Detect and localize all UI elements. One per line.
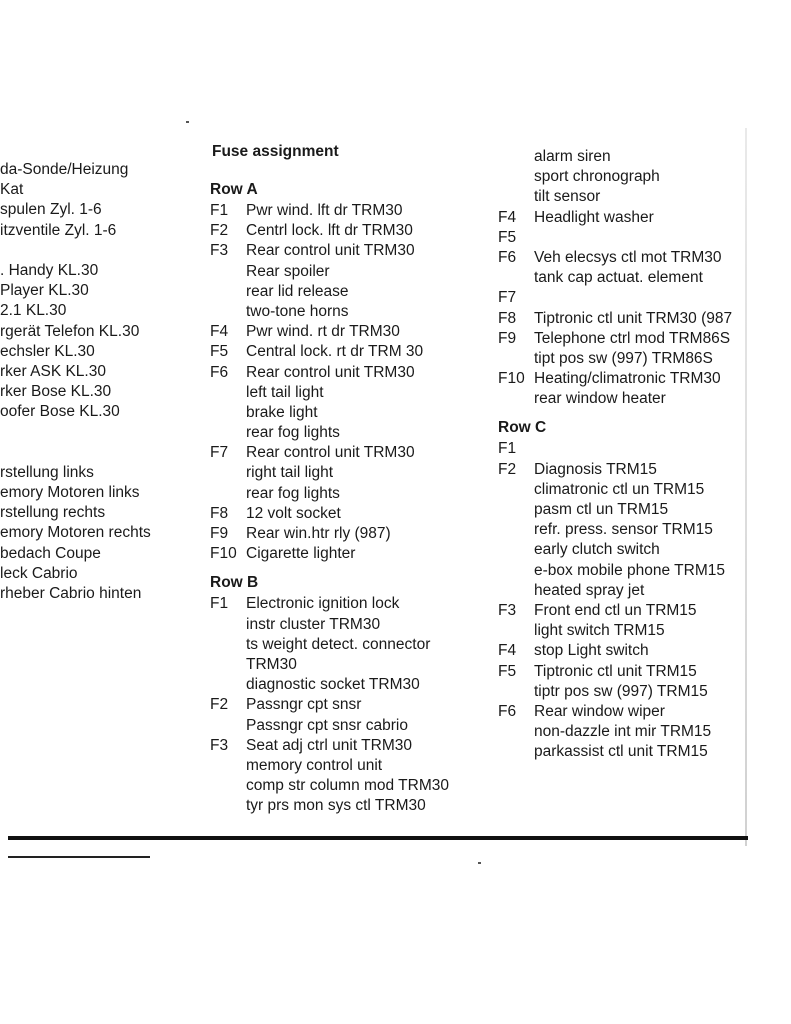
fuse-code: F7 (210, 444, 229, 462)
fuse-code: F4 (498, 208, 517, 226)
fuse-description: brake light (246, 403, 318, 421)
fuse-entry-line (498, 540, 732, 560)
fragment-line: spulen Zyl. 1-6 (0, 201, 102, 219)
fuse-entry-line (498, 460, 732, 480)
fuse-entry-line (210, 282, 449, 302)
fragment-line: emory Motoren links (0, 484, 140, 501)
fuse-code: F2 (210, 222, 229, 240)
fuse-description: Pwr wind. lft dr TRM30 (246, 202, 403, 219)
fuse-description: rear fog lights (246, 484, 340, 502)
fuse-description: Rear control unit TRM30 (246, 444, 415, 462)
fragment-line: rker ASK KL.30 (0, 362, 106, 380)
scan-speck (186, 121, 189, 123)
fuse-code: F2 (498, 460, 517, 478)
left-page-fragments (0, 160, 180, 604)
fuse-description: Diagnosis TRM15 (534, 460, 657, 478)
fuse-entry-line (210, 756, 449, 776)
fragment-line: rker Bose KL.30 (0, 383, 112, 401)
fuse-entry-line (498, 288, 732, 308)
fuse-entry-line (498, 581, 732, 601)
fuse-description: tipt pos sw (997) TRM86S (534, 349, 713, 367)
fuse-entry-line (498, 228, 732, 248)
row-c-entries (498, 439, 732, 762)
fuse-entry-line (498, 500, 732, 520)
fuse-description: light switch TRM15 (534, 622, 665, 640)
fuse-description: Telephone ctrl mod TRM86S (534, 329, 731, 347)
fuse-entry-line (498, 621, 732, 641)
fuse-entry-line (498, 349, 732, 369)
fuse-description: early clutch switch (534, 541, 660, 559)
row-b-continued-lines (498, 147, 732, 208)
fuse-code: F6 (210, 363, 229, 381)
fragment-line: rgerät Telefon KL.30 (0, 322, 140, 340)
fragment-line: 2.1 KL.30 (0, 302, 67, 320)
fragment-line: da-Sonde/Heizung (0, 161, 129, 178)
fuse-code: F3 (210, 736, 229, 754)
fuse-code: F1 (498, 440, 517, 458)
fuse-code: F4 (210, 323, 229, 341)
row-a-heading: Row A (210, 181, 258, 198)
fuse-description: 12 volt socket (246, 504, 341, 522)
fuse-description: Pwr wind. rt dr TRM30 (246, 323, 400, 341)
page-bottom-rule-lower (8, 856, 150, 858)
row-b-entries (210, 594, 449, 816)
fuse-entry-line (498, 682, 732, 702)
fuse-code: F5 (498, 662, 517, 680)
fuse-entry-line (498, 641, 732, 661)
fuse-entry-line (210, 635, 449, 655)
fuse-description: TRM30 (246, 655, 297, 673)
fragment-line: rstellung links (0, 463, 94, 481)
fuse-description: comp str column mod TRM30 (246, 777, 449, 795)
fuse-code: F10 (498, 370, 525, 388)
fuse-description: Cigarette lighter (246, 545, 356, 563)
fuse-description: ts weight detect. connector (246, 635, 431, 653)
fuse-description: Electronic ignition lock (246, 595, 400, 613)
fuse-description: Veh elecsys ctl mot TRM30 (534, 248, 722, 266)
fuse-description: Centrl lock. lft dr TRM30 (246, 222, 413, 240)
fuse-entry-line (498, 561, 732, 581)
page-edge (745, 128, 747, 846)
entry-line: alarm siren (534, 148, 611, 165)
fuse-code: F2 (210, 696, 229, 714)
fragment-line: bedach Coupe (0, 544, 101, 562)
fuse-description: Tiptronic ctl unit TRM30 (987 (534, 309, 733, 327)
fuse-entry-line (498, 662, 732, 682)
fuse-entry-line (210, 615, 449, 635)
fuse-description: Heating/climatronic TRM30 (534, 370, 721, 388)
fuse-entry-line (210, 796, 449, 816)
fuse-description: Rear spoiler (246, 262, 330, 280)
fuse-code: F5 (498, 228, 517, 246)
fuse-entry-line (210, 201, 449, 221)
fuse-entry-line (210, 302, 449, 322)
fragment-line: Player KL.30 (0, 282, 89, 300)
fuse-entry-line (210, 221, 449, 241)
fuse-description: instr cluster TRM30 (246, 615, 381, 633)
fuse-description: diagnostic socket TRM30 (246, 676, 420, 694)
fuse-description: tank cap actuat. element (534, 269, 703, 287)
scan-speck (478, 862, 481, 864)
fuse-entry-line (210, 484, 449, 504)
fuse-entry-line (210, 443, 449, 463)
page-bottom-rule (8, 836, 748, 840)
fragment-line: rstellung rechts (0, 504, 106, 522)
fuse-entry-line (210, 423, 449, 443)
row-b-heading: Row B (210, 574, 259, 592)
fuse-description: rear lid release (246, 282, 349, 300)
fuse-entry-line (210, 342, 449, 362)
fragment-line: echsler KL.30 (0, 342, 95, 360)
fuse-entry-line (210, 403, 449, 423)
fuse-code: F1 (210, 202, 229, 219)
fuse-description: Rear win.htr rly (987) (246, 525, 391, 542)
fuse-entry-line (498, 520, 732, 540)
fuse-entry-line (498, 248, 732, 268)
fuse-description: right tail light (246, 464, 334, 482)
fuse-entry-line (498, 208, 732, 228)
fuse-entry-line (498, 601, 732, 621)
fuse-description: Central lock. rt dr TRM 30 (246, 343, 424, 361)
fuse-entry-line (210, 241, 449, 261)
fuse-code: F1 (210, 595, 229, 613)
fuse-description: two-tone horns (246, 302, 349, 320)
fuse-description: parkassist ctl unit TRM15 (534, 743, 708, 761)
fuse-entry-line (498, 722, 732, 742)
fuse-description: Passngr cpt snsr cabrio (246, 716, 408, 734)
fuse-description: memory control unit (246, 756, 383, 774)
fuse-description: Tiptronic ctl unit TRM15 (534, 662, 697, 680)
fragment-line: . Handy KL.30 (0, 261, 99, 279)
fuse-entry-line (498, 268, 732, 288)
fuse-code: F8 (210, 504, 229, 522)
fragment-line: oofer Bose KL.30 (0, 403, 120, 421)
fuse-entry-line (498, 329, 732, 349)
fuse-description: Front end ctl un TRM15 (534, 601, 697, 619)
fuse-description: pasm ctl un TRM15 (534, 501, 669, 518)
fuse-code: F4 (498, 642, 517, 660)
fuse-entry-line (498, 439, 732, 459)
fuse-description: Headlight washer (534, 208, 654, 226)
right-column (498, 147, 732, 762)
entry-line: sport chronograph (534, 168, 660, 186)
row-c-heading: Row C (498, 419, 547, 437)
fuse-code: F9 (498, 329, 517, 347)
fuse-code: F6 (498, 702, 517, 720)
fuse-description: rear fog lights (246, 424, 340, 442)
fuse-description: tiptr pos sw (997) TRM15 (534, 682, 708, 700)
fuse-entry-line (498, 369, 732, 389)
fuse-entry-line (210, 383, 449, 403)
fuse-code: F8 (498, 309, 517, 327)
fuse-description: left tail light (246, 383, 324, 401)
fuse-description: stop Light switch (534, 642, 649, 660)
fuse-description: Seat adj ctrl unit TRM30 (246, 736, 412, 754)
fragment-line: rheber Cabrio hinten (0, 584, 142, 602)
fuse-entry-line (498, 742, 732, 762)
fuse-entry-line (210, 695, 449, 715)
fuse-code: F6 (498, 248, 517, 266)
fuse-description: e-box mobile phone TRM15 (534, 561, 725, 579)
middle-column (210, 179, 449, 816)
row-a-entries (210, 201, 449, 564)
fuse-description: climatronic ctl un TRM15 (534, 480, 705, 498)
fuse-entry-line (498, 309, 732, 329)
fragment-line: emory Motoren rechts (0, 524, 151, 542)
fuse-entry-line (210, 776, 449, 796)
fuse-entry-line (210, 675, 449, 695)
fuse-description: Passngr cpt snsr (246, 696, 362, 714)
fuse-entry-line (210, 463, 449, 483)
fuse-code: F10 (210, 545, 237, 563)
fragment-line: itzventile Zyl. 1-6 (0, 221, 117, 239)
entry-line: tilt sensor (534, 188, 601, 206)
fuse-entry-line (210, 262, 449, 282)
fuse-description: heated spray jet (534, 581, 645, 599)
fuse-code: F5 (210, 343, 229, 361)
fuse-entry-line (498, 480, 732, 500)
fuse-entry-line (210, 322, 449, 342)
fuse-entry-line (498, 389, 732, 409)
fuse-description: Rear control unit TRM30 (246, 242, 415, 260)
fragment-line: Kat (0, 181, 24, 199)
fuse-description: non-dazzle int mir TRM15 (534, 723, 712, 741)
fuse-entry-line (210, 544, 449, 564)
fuse-description: rear window heater (534, 390, 666, 408)
row-b-continued-entries (498, 208, 732, 410)
fuse-entry-line (210, 524, 449, 544)
fuse-entry-line (210, 655, 449, 675)
fragment-line: leck Cabrio (0, 564, 78, 582)
fuse-description: tyr prs mon sys ctl TRM30 (246, 797, 426, 815)
fuse-code: F3 (210, 242, 229, 260)
fuse-entry-line (210, 716, 449, 736)
fuse-description: Rear window wiper (534, 702, 665, 720)
fuse-entry-line (210, 594, 449, 614)
fuse-entry-line (210, 363, 449, 383)
fuse-entry-line (498, 702, 732, 722)
fuse-description: refr. press. sensor TRM15 (534, 521, 713, 539)
fuse-code: F9 (210, 525, 229, 542)
fuse-code: F3 (498, 601, 517, 619)
page-title: Fuse assignment (212, 143, 339, 160)
fuse-entry-line (210, 504, 449, 524)
fuse-entry-line (210, 736, 449, 756)
fuse-code: F7 (498, 289, 517, 307)
fuse-description: Rear control unit TRM30 (246, 363, 415, 381)
